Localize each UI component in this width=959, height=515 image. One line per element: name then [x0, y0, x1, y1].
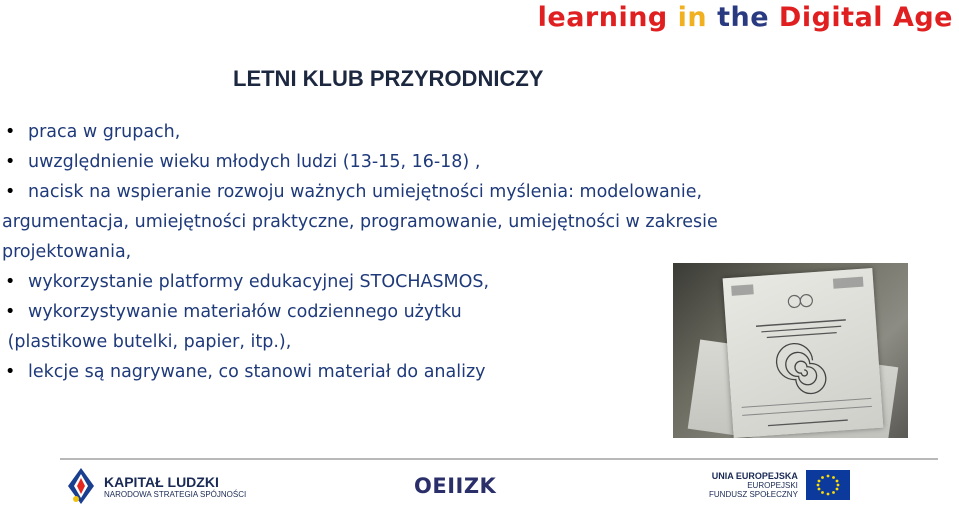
- bullet-item: • uwzględnienie wieku młodych ludzi (13-15, 16-18) ,: [0, 147, 900, 177]
- eu-union-label: UNIA EUROPEJSKA: [711, 471, 798, 481]
- brand-in: in: [677, 2, 708, 33]
- bullet-continuation: (plastikowe butelki, papier, itp.),: [2, 332, 292, 352]
- bullet-continuation: projektowania,: [2, 242, 132, 262]
- kapital-ludzki-logo: [66, 466, 246, 506]
- eu-logo: [709, 470, 850, 500]
- photo-paper-front: [723, 268, 884, 438]
- eu-fund-label-1: EUROPEJSKI: [747, 481, 798, 490]
- kapital-ludzki-subtitle: NARODOWA STRATEGIA SPÓJNOŚCI: [104, 489, 247, 499]
- brand-learning: learning: [537, 2, 668, 33]
- brand-logo: [538, 2, 953, 33]
- bullet-item: • lekcje są nagrywane, co stanowi materiał do analizy: [0, 357, 900, 387]
- footer-divider: [60, 458, 938, 460]
- slide-title: LETNI KLUB PRZYRODNICZY: [233, 66, 544, 91]
- eu-flag-icon: [806, 470, 850, 500]
- bullet-item: • nacisk na wspieranie rozwoju ważnych umiejętności myślenia: modelowanie,: [0, 177, 900, 207]
- bullet-item: • praca w grupach,: [0, 117, 900, 147]
- bullet-item: • wykorzystanie platformy edukacyjnej STOCHASMOS,: [0, 267, 900, 297]
- bullet-item: • wykorzystywanie materiałów codziennego użytku: [0, 297, 900, 327]
- brand-the: the: [717, 2, 770, 33]
- bullet-continuation: argumentacja, umiejętności praktyczne, programowanie, umiejętności w zakresie: [2, 212, 718, 232]
- kapital-ludzki-title: KAPITAŁ LUDZKI: [104, 473, 219, 490]
- brand-digital-age: Digital Age: [778, 2, 953, 33]
- oeiizk-logo: OEIIZK: [414, 474, 497, 498]
- worksheet-photo: [673, 263, 908, 438]
- worksheet-graphic: [723, 268, 884, 438]
- kapital-ludzki-emblem-icon: [66, 466, 96, 506]
- eu-fund-label-2: FUNDUSZ SPOŁECZNY: [709, 490, 798, 499]
